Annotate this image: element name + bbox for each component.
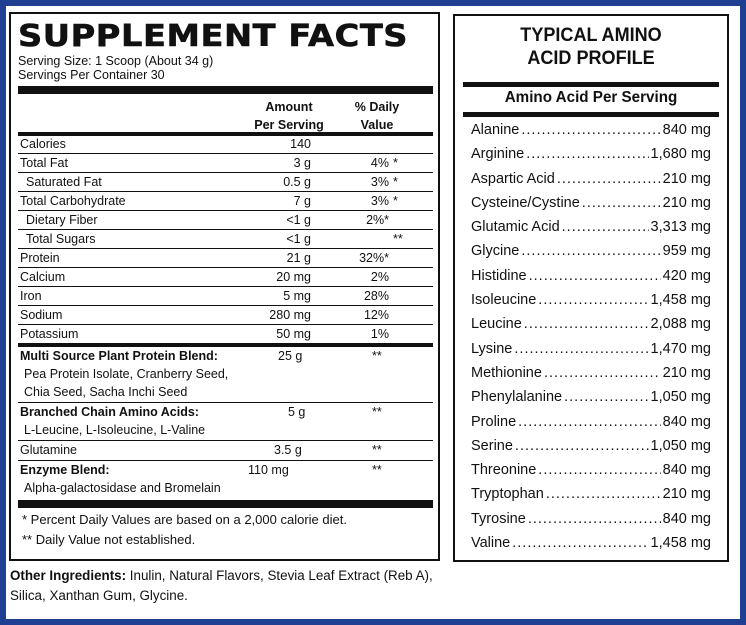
amino-name: Histidine — [471, 267, 527, 284]
nutrient-daily-value: 1% — [370, 327, 389, 341]
blend-dv-symbol: ** — [372, 463, 382, 477]
amino-value: 210 mg — [662, 194, 711, 211]
other-ingredients — [10, 566, 442, 606]
nutrient-name: Total Fat — [20, 156, 68, 170]
nutrient-row — [18, 229, 433, 248]
footnote-not-established: ** Daily Value not established. — [22, 532, 196, 547]
nutrient-amount: 50 mg — [276, 327, 311, 341]
glutamine-name: Glutamine — [20, 443, 77, 457]
amount-header: Amount Per Serving — [254, 100, 324, 132]
glutamine-amount: 3.5 g — [274, 443, 302, 457]
nutrient-dv-symbol: ** — [393, 232, 403, 246]
supplement-facts-panel — [9, 12, 440, 561]
nutrient-row — [18, 135, 433, 153]
blend-amount: 110 mg — [248, 463, 289, 477]
nutrient-dv-symbol: * — [393, 194, 398, 208]
plant-protein-blend — [18, 347, 433, 402]
blend-dv-symbol: ** — [372, 405, 382, 419]
amino-value: 1,680 mg — [650, 146, 711, 163]
glutamine-dv-symbol: ** — [372, 443, 382, 457]
amino-value: 1,470 mg — [650, 340, 711, 357]
nutrient-name: Potassium — [20, 327, 79, 341]
enzyme-blend — [18, 460, 433, 498]
nutrient-amount: 140 — [290, 137, 311, 151]
dot-leader — [514, 341, 648, 357]
amino-name: Lysine — [471, 340, 513, 357]
amino-value: 840 mg — [662, 462, 711, 479]
amino-value: 840 mg — [662, 510, 711, 527]
amino-value: 1,050 mg — [650, 389, 711, 406]
nutrient-amount: <1 g — [286, 213, 311, 227]
footnote-divider — [18, 500, 433, 508]
column-header — [18, 94, 433, 132]
nutrient-row — [18, 267, 433, 286]
blend-ingredients: L-Leucine, L-Isoleucine, L-Valine — [24, 423, 206, 437]
amino-value: 1,458 mg — [650, 292, 711, 309]
dot-leader — [521, 243, 660, 259]
serving-size: Serving Size: 1 Scoop (About 34 g) — [18, 54, 214, 68]
dot-leader — [544, 365, 661, 381]
amino-name: Isoleucine — [471, 292, 537, 309]
dot-leader — [526, 146, 648, 162]
dot-leader — [538, 292, 648, 308]
amino-row — [471, 316, 711, 340]
nutrient-daily-value: 4% — [370, 156, 389, 170]
amino-row — [471, 535, 711, 559]
blend-ingredients-cont: Chia Seed, Sacha Inchi Seed — [24, 385, 188, 399]
nutrient-daily-value: 3% — [370, 194, 389, 208]
nutrient-name: Calories — [20, 137, 66, 151]
nutrient-amount: 7 g — [293, 194, 311, 208]
amino-name: Proline — [471, 413, 517, 430]
amino-header: Amino Acid Per Serving — [504, 89, 678, 106]
amino-name: Threonine — [471, 462, 537, 479]
blend-amount: 25 g — [278, 349, 303, 363]
nutrient-row — [18, 172, 433, 191]
amino-row — [471, 243, 711, 267]
amino-row — [471, 438, 711, 462]
nutrient-row — [18, 191, 433, 210]
nutrient-row — [18, 286, 433, 305]
dot-leader — [528, 511, 661, 527]
amino-row — [471, 122, 711, 146]
amino-acid-list — [471, 122, 711, 559]
amino-row — [471, 341, 711, 365]
amino-top-divider — [463, 82, 719, 87]
dot-leader — [546, 486, 661, 502]
nutrient-amount: 0.5 g — [283, 175, 311, 189]
amino-value: 210 mg — [662, 364, 711, 381]
nutrient-name: Calcium — [20, 270, 66, 284]
dot-leader — [518, 414, 660, 430]
blend-dv-symbol: ** — [372, 349, 382, 363]
amino-row — [471, 414, 711, 438]
nutrient-name: Total Carbohydrate — [20, 194, 126, 208]
nutrient-amount: 21 g — [286, 251, 311, 265]
amino-row — [471, 365, 711, 389]
amino-row — [471, 389, 711, 413]
amino-name: Leucine — [471, 316, 522, 333]
blend-name: Multi Source Plant Protein Blend: — [20, 349, 218, 363]
thick-divider — [18, 86, 433, 94]
footnote-daily-values: * Percent Daily Values are based on a 2,000 calorie diet. — [22, 512, 347, 527]
amino-name: Serine — [471, 437, 513, 454]
daily-value-header: % Daily Value — [354, 100, 400, 132]
amino-value: 210 mg — [662, 486, 711, 503]
amino-name: Glycine — [471, 243, 520, 260]
dot-leader — [524, 316, 649, 332]
nutrient-name: Iron — [20, 289, 42, 303]
nutrient-name: Protein — [20, 251, 60, 265]
amino-value: 840 mg — [662, 413, 711, 430]
nutrient-row — [18, 210, 433, 229]
amino-name: Tryptophan — [471, 486, 544, 503]
blend-name: Branched Chain Amino Acids: — [20, 405, 199, 419]
dot-leader — [521, 122, 660, 138]
servings-per-container: Servings Per Container 30 — [18, 68, 165, 82]
amino-row — [471, 511, 711, 535]
blend-name: Enzyme Blend: — [20, 463, 110, 477]
dot-leader — [512, 535, 648, 551]
other-ingredients-text: Inulin, Natural Flavors, Stevia Leaf Extract (Reb A), Silica, Xanthan Gum, Glycine. — [10, 568, 433, 603]
amino-row — [471, 195, 711, 219]
amino-title: TYPICAL AMINO ACID PROFILE — [520, 25, 662, 69]
nutrient-table — [18, 135, 433, 343]
dot-leader — [538, 462, 660, 478]
nutrient-daily-value: 32%* — [359, 251, 389, 265]
amino-value: 840 mg — [662, 122, 711, 138]
amino-row — [471, 462, 711, 486]
nutrient-dv-symbol: * — [393, 156, 398, 170]
blend-ingredients: Pea Protein Isolate, Cranberry Seed, — [24, 367, 229, 381]
nutrient-amount: 20 mg — [276, 270, 311, 284]
amino-row — [471, 146, 711, 170]
amino-name: Phenylalanine — [471, 389, 563, 406]
nutrient-amount: <1 g — [286, 232, 311, 246]
bcaa-blend — [18, 402, 433, 440]
amino-value: 959 mg — [662, 243, 711, 260]
dot-leader — [557, 171, 661, 187]
amino-header-divider — [463, 112, 719, 117]
nutrient-daily-value: 2% — [370, 270, 389, 284]
footnotes — [18, 508, 433, 550]
dot-leader — [582, 195, 661, 211]
amino-value: 420 mg — [662, 267, 711, 284]
amino-name: Tyrosine — [471, 510, 526, 527]
nutrient-daily-value: 28% — [363, 289, 389, 303]
amino-acid-panel — [453, 14, 729, 562]
blend-amount: 5 g — [288, 405, 306, 419]
glutamine-row — [18, 440, 433, 460]
amino-name: Cysteine/Cystine — [471, 194, 580, 211]
blend-ingredients: Alpha-galactosidase and Bromelain — [24, 481, 221, 495]
dot-leader — [515, 438, 649, 454]
amino-name: Valine — [471, 535, 511, 552]
nutrient-amount: 280 mg — [269, 308, 311, 322]
amino-value: 3,313 mg — [650, 219, 711, 236]
dot-leader — [562, 219, 649, 235]
other-ingredients-label: Other Ingredients: — [10, 568, 127, 583]
amino-row — [471, 219, 711, 243]
amino-row — [471, 268, 711, 292]
nutrient-row — [18, 324, 433, 343]
nutrient-daily-value: 12% — [363, 308, 389, 322]
amino-row — [471, 292, 711, 316]
nutrient-name: Saturated Fat — [26, 175, 102, 189]
dot-leader — [564, 389, 648, 405]
amino-name: Arginine — [471, 146, 525, 163]
dot-leader — [529, 268, 661, 284]
nutrient-name: Sodium — [20, 308, 63, 322]
amino-name: Aspartic Acid — [471, 170, 555, 187]
amino-value: 2,088 mg — [650, 316, 711, 333]
amino-row — [471, 486, 711, 510]
nutrient-name: Total Sugars — [26, 232, 96, 246]
amino-name: Alanine — [471, 122, 520, 138]
nutrient-amount: 3 g — [293, 156, 311, 170]
nutrient-row — [18, 305, 433, 324]
amino-row — [471, 171, 711, 195]
nutrient-row — [18, 153, 433, 172]
supplement-facts-title: SUPPLEMENT FACTS — [18, 19, 409, 54]
amino-name: Methionine — [471, 364, 542, 381]
nutrient-row — [18, 248, 433, 267]
nutrient-daily-value: 3% — [370, 175, 389, 189]
amino-value: 1,050 mg — [650, 437, 711, 454]
nutrient-daily-value: 2%* — [366, 213, 389, 227]
amino-value: 1,458 mg — [650, 535, 711, 552]
amino-name: Glutamic Acid — [471, 219, 560, 236]
nutrient-amount: 5 mg — [283, 289, 311, 303]
nutrient-name: Dietary Fiber — [26, 213, 98, 227]
amino-value: 210 mg — [662, 170, 711, 187]
nutrient-dv-symbol: * — [393, 175, 398, 189]
